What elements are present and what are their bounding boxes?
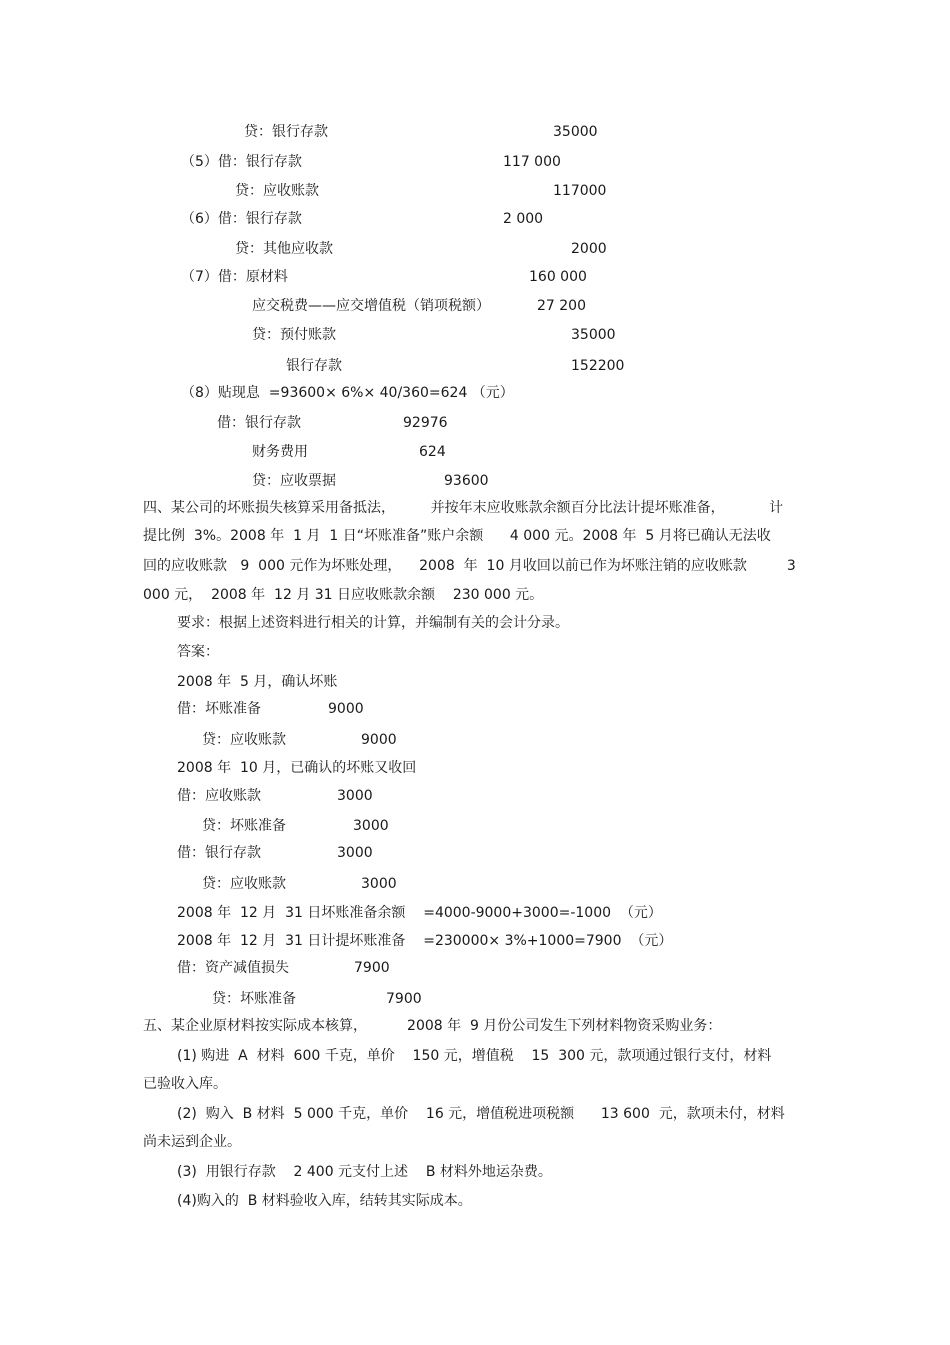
entry-line-amount: 27 200 — [537, 298, 586, 314]
answer-line: 贷：坏账准备 — [202, 818, 286, 834]
entry-line-amount: 152200 — [571, 358, 625, 374]
entry-line-text: 贷：应收账款 — [235, 183, 319, 199]
answer-amount: 9000 — [328, 701, 364, 717]
entry-line-amount: 117000 — [553, 183, 607, 199]
answer-line: 贷：应收账款 — [202, 732, 286, 748]
entry-line-text: （7）借：原材料 — [181, 269, 288, 285]
entry-line-amount: 2 000 — [503, 211, 544, 227]
entry-line-amount: 2000 — [571, 241, 607, 257]
entry-line-text: 贷：预付账款 — [252, 327, 336, 343]
entry-line-amount: 35000 — [571, 327, 616, 343]
question-5-item: (4)购入的 B 材料验收入库，结转其实际成本。 — [177, 1193, 472, 1209]
answer-line: 借：资产减值损失 — [177, 960, 289, 976]
entry-line-amount: 93600 — [444, 473, 489, 489]
answer-amount: 7900 — [386, 991, 422, 1007]
entry-line-text: 银行存款 — [286, 358, 342, 374]
entry-line-text: 应交税费——应交增值税（销项税额） — [252, 298, 490, 314]
entry-line-text: （8）贴现息 =93600× 6%× 40/360=624 （元） — [181, 385, 514, 401]
entry-line-text: 贷：其他应收款 — [235, 241, 333, 257]
entry-line-amount: 624 — [419, 444, 446, 460]
answer-amount: 3000 — [353, 818, 389, 834]
answer-line: 2008 年 10 月，已确认的坏账又收回 — [177, 760, 417, 776]
answer-line: 借：应收账款 — [177, 788, 261, 804]
question-5-intro: 五、某企业原材料按实际成本核算， 2008 年 9 月份公司发生下列材料物资采购业务： — [143, 1018, 722, 1034]
entry-line-text: 贷：应收票据 — [252, 473, 336, 489]
answer-line: 借：坏账准备 — [177, 701, 261, 717]
question-4-paragraph: 四、某公司的坏账损失核算采用备抵法， 并按年末应收账款余额百分比法计提坏账准备， 计 — [143, 500, 784, 516]
answer-line: 借：银行存款 — [177, 845, 261, 861]
answer-amount: 3000 — [337, 845, 373, 861]
entry-line-text: （5）借：银行存款 — [181, 154, 302, 170]
answer-label: 答案： — [177, 644, 219, 660]
question-5-item: (1) 购进 A 材料 600 千克，单价 150 元，增值税 15 300 元，款项通过银行支付，材料 — [177, 1048, 772, 1064]
answer-amount: 3000 — [361, 876, 397, 892]
entry-line-text: 借：银行存款 — [217, 415, 301, 431]
question-4-paragraph: 提比例 3%。2008 年 1 月 1 日“坏账准备”账户余额 4 000 元。2008 年 5 月将已确认无法收 — [143, 528, 771, 544]
entry-line-text: 贷：银行存款 — [244, 124, 328, 140]
entry-line-text: 财务费用 — [252, 444, 308, 460]
answer-line: 贷：坏账准备 — [212, 991, 296, 1007]
answer-line: 2008 年 12 月 31 日坏账准备余额 =4000-9000+3000=-1000 （元） — [177, 905, 662, 921]
question-5-item: (2) 购入 B 材料 5 000 千克，单价 16 元，增值税进项税额 13 600 元，款项未付，材料 — [177, 1106, 785, 1122]
entry-line-amount: 160 000 — [529, 269, 587, 285]
entry-line-text: （6）借：银行存款 — [181, 211, 302, 227]
entry-line-amount: 35000 — [553, 124, 598, 140]
question-5-item: 已验收入库。 — [143, 1076, 227, 1092]
question-5-item: (3) 用银行存款 2 400 元支付上述 B 材料外地运杂费。 — [177, 1164, 552, 1180]
answer-line: 2008 年 12 月 31 日计提坏账准备 =230000× 3%+1000=7900 （元） — [177, 933, 673, 949]
question-4-paragraph: 000 元， 2008 年 12 月 31 日应收账款余额 230 000 元。 — [143, 587, 544, 603]
entry-line-amount: 92976 — [403, 415, 448, 431]
answer-amount: 9000 — [361, 732, 397, 748]
question-4-paragraph: 回的应收账款 9 000 元作为坏账处理， 2008 年 10 月收回以前已作为坏账注销的应收账款 3 — [143, 558, 796, 574]
question-5-item: 尚未运到企业。 — [143, 1134, 241, 1150]
entry-line-amount: 117 000 — [503, 154, 561, 170]
answer-amount: 3000 — [337, 788, 373, 804]
answer-line: 贷：应收账款 — [202, 876, 286, 892]
answer-line: 2008 年 5 月，确认坏账 — [177, 674, 338, 690]
answer-amount: 7900 — [354, 960, 390, 976]
requirement-text: 要求：根据上述资料进行相关的计算，并编制有关的会计分录。 — [177, 615, 569, 631]
